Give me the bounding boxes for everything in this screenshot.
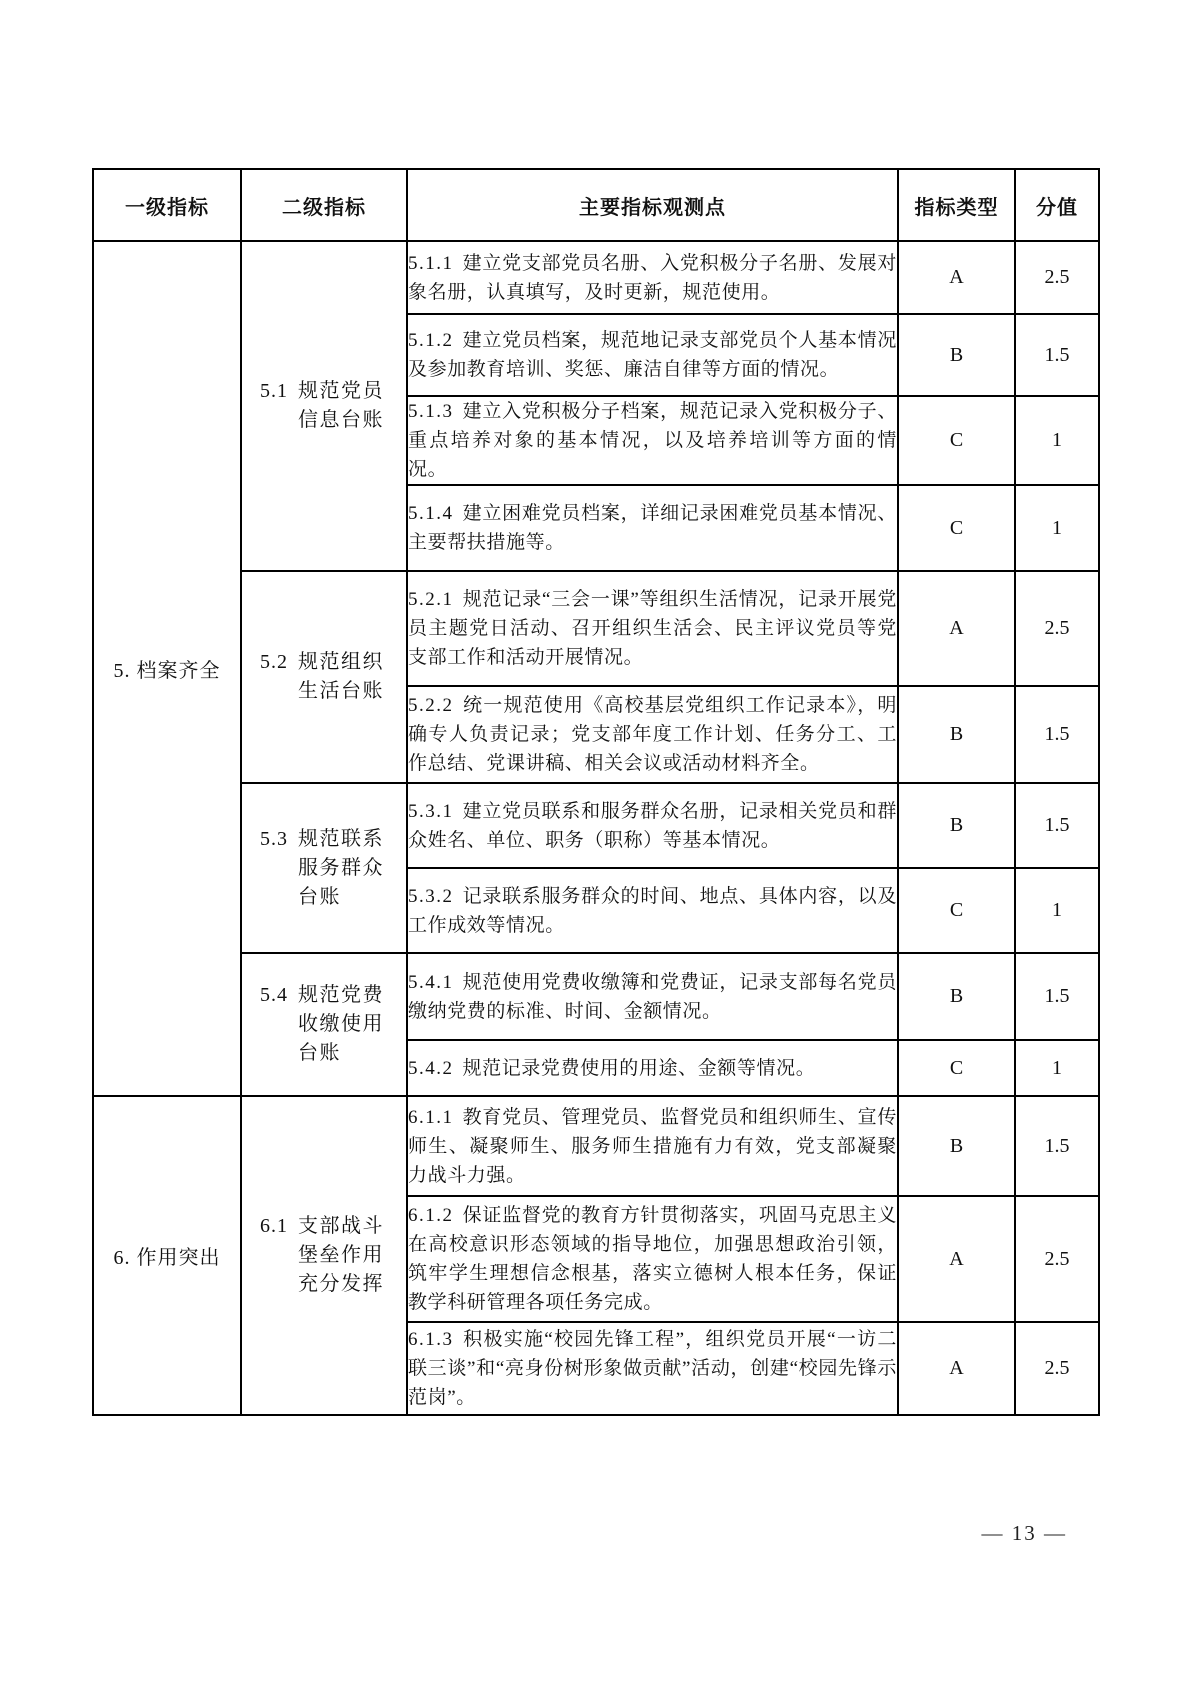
header-indicator-type: 指标类型 [898, 169, 1015, 241]
observation-cell [407, 1096, 898, 1196]
indicator-type-cell: B [898, 314, 1015, 396]
level2-number: 5.3 [260, 827, 288, 850]
observation-text: 建立党员联系和服务群众名册，记录相关党员和群众姓名、单位、职务（职称）等基本情况。 [408, 800, 897, 851]
observation-code: 5.3.2 [408, 885, 454, 907]
indicator-type-cell: B [898, 783, 1015, 868]
observation-cell [407, 1322, 898, 1415]
observation-cell [407, 1196, 898, 1322]
indicator-type-cell: C [898, 868, 1015, 953]
score-cell: 1.5 [1015, 783, 1099, 868]
observation-cell [407, 1040, 898, 1096]
table-row [93, 1096, 1099, 1196]
observation-text: 记录联系服务群众的时间、地点、具体内容，以及工作成效等情况。 [408, 885, 897, 936]
level2-label: 规范联系服务群众台账 [298, 827, 384, 908]
indicator-type-cell: B [898, 953, 1015, 1040]
score-cell: 1.5 [1015, 314, 1099, 396]
score-cell: 1.5 [1015, 686, 1099, 783]
observation-cell [407, 485, 898, 571]
observation-cell [407, 241, 898, 314]
indicator-type-cell: A [898, 571, 1015, 686]
indicator-type-cell: C [898, 1040, 1015, 1096]
observation-code: 5.1.2 [408, 330, 454, 351]
indicator-type-cell: B [898, 686, 1015, 783]
score-cell: 1.5 [1015, 1096, 1099, 1196]
level2-number: 5.1 [260, 380, 288, 402]
observation-cell [407, 686, 898, 783]
score-cell: 1 [1015, 868, 1099, 953]
level2-indicator-cell [241, 241, 407, 571]
table-header-row [93, 169, 1099, 241]
observation-code: 5.4.2 [408, 1057, 454, 1079]
header-level1-indicator: 一级指标 [93, 169, 241, 241]
observation-text: 建立困难党员档案，详细记录困难党员基本情况、主要帮扶措施等。 [408, 503, 897, 553]
level2-indicator-cell [241, 1096, 407, 1415]
indicator-type-cell: C [898, 396, 1015, 485]
indicator-type-cell: B [898, 1096, 1015, 1196]
observation-text: 规范使用党费收缴簿和党费证，记录支部每名党员缴纳党费的标准、时间、金额情况。 [408, 971, 897, 1022]
level2-indicator-cell [241, 783, 407, 953]
indicator-type-cell: C [898, 485, 1015, 571]
observation-code: 6.1.1 [408, 1106, 454, 1128]
page-number: — 13 — [981, 1521, 1067, 1545]
observation-text: 建立党支部党员名册、入党积极分子名册、发展对象名册，认真填写，及时更新，规范使用。 [408, 252, 897, 303]
observation-code: 5.1.4 [408, 503, 454, 524]
level1-indicator-cell: 6. 作用突出 [93, 1096, 241, 1415]
level2-label: 规范组织生活台账 [298, 651, 384, 702]
observation-text: 建立党员档案，规范地记录支部党员个人基本情况及参加教育培训、奖惩、廉洁自律等方面的情况。 [408, 330, 897, 380]
level2-label: 规范党费收缴使用台账 [298, 984, 384, 1064]
observation-text: 规范记录党费使用的用途、金额等情况。 [462, 1057, 816, 1079]
level2-number: 5.2 [260, 651, 288, 673]
indicator-type-cell: A [898, 1196, 1015, 1322]
score-cell: 1.5 [1015, 953, 1099, 1040]
table-row [93, 953, 1099, 1040]
observation-code: 5.4.1 [408, 971, 454, 993]
indicator-table [92, 168, 1100, 1416]
level2-label: 规范党员信息台账 [298, 380, 384, 431]
score-cell: 2.5 [1015, 571, 1099, 686]
score-cell: 2.5 [1015, 241, 1099, 314]
observation-text: 建立入党积极分子档案，规范记录入党积极分子、重点培养对象的基本情况，以及培养培训等方面的情况。 [408, 401, 897, 480]
indicator-type-cell: A [898, 241, 1015, 314]
observation-cell [407, 396, 898, 485]
indicator-type-cell: A [898, 1322, 1015, 1415]
score-cell: 1 [1015, 396, 1099, 485]
header-level2-indicator: 二级指标 [241, 169, 407, 241]
observation-cell [407, 314, 898, 396]
observation-code: 5.1.1 [408, 252, 454, 274]
observation-cell [407, 868, 898, 953]
observation-code: 6.1.3 [408, 1329, 454, 1350]
score-cell: 1 [1015, 1040, 1099, 1096]
observation-code: 5.1.3 [408, 401, 454, 422]
level2-indicator-cell [241, 571, 407, 783]
observation-code: 5.2.2 [408, 695, 454, 716]
level2-label: 支部战斗堡垒作用充分发挥 [298, 1215, 384, 1295]
table-row [93, 571, 1099, 686]
table-row [93, 241, 1099, 314]
observation-text: 教育党员、管理党员、监督党员和组织师生、宣传师生、凝聚师生、服务师生措施有力有效，党支部凝聚力战斗力强。 [408, 1106, 897, 1186]
observation-code: 6.1.2 [408, 1205, 454, 1226]
level2-number: 6.1 [260, 1215, 288, 1237]
observation-text: 积极实施“校园先锋工程”，组织党员开展“一访二联三谈”和“亮身份树形象做贡献”活动，创建“校园先锋示范岗”。 [408, 1329, 897, 1408]
observation-text: 规范记录“三会一课”等组织生活情况，记录开展党员主题党日活动、召开组织生活会、民主评议党员等党支部工作和活动开展情况。 [408, 589, 897, 668]
observation-cell [407, 953, 898, 1040]
header-observation-point: 主要指标观测点 [407, 169, 898, 241]
observation-text: 统一规范使用《高校基层党组织工作记录本》，明确专人负责记录；党支部年度工作计划、任务分工、工作总结、党课讲稿、相关会议或活动材料齐全。 [408, 695, 897, 774]
table-row [93, 783, 1099, 868]
score-cell: 2.5 [1015, 1322, 1099, 1415]
level2-number: 5.4 [260, 984, 288, 1006]
score-cell: 1 [1015, 485, 1099, 571]
level2-indicator-cell [241, 953, 407, 1096]
observation-cell [407, 783, 898, 868]
level1-indicator-cell: 5. 档案齐全 [93, 241, 241, 1096]
observation-cell [407, 571, 898, 686]
observation-text: 保证监督党的教育方针贯彻落实，巩固马克思主义在高校意识形态领域的指导地位，加强思想政治引领，筑牢学生理想信念根基，落实立德树人根本任务，保证教学科研管理各项任务完成。 [408, 1205, 897, 1313]
observation-code: 5.3.1 [408, 800, 454, 822]
score-cell: 2.5 [1015, 1196, 1099, 1322]
header-score: 分值 [1015, 169, 1099, 241]
observation-code: 5.2.1 [408, 589, 454, 610]
